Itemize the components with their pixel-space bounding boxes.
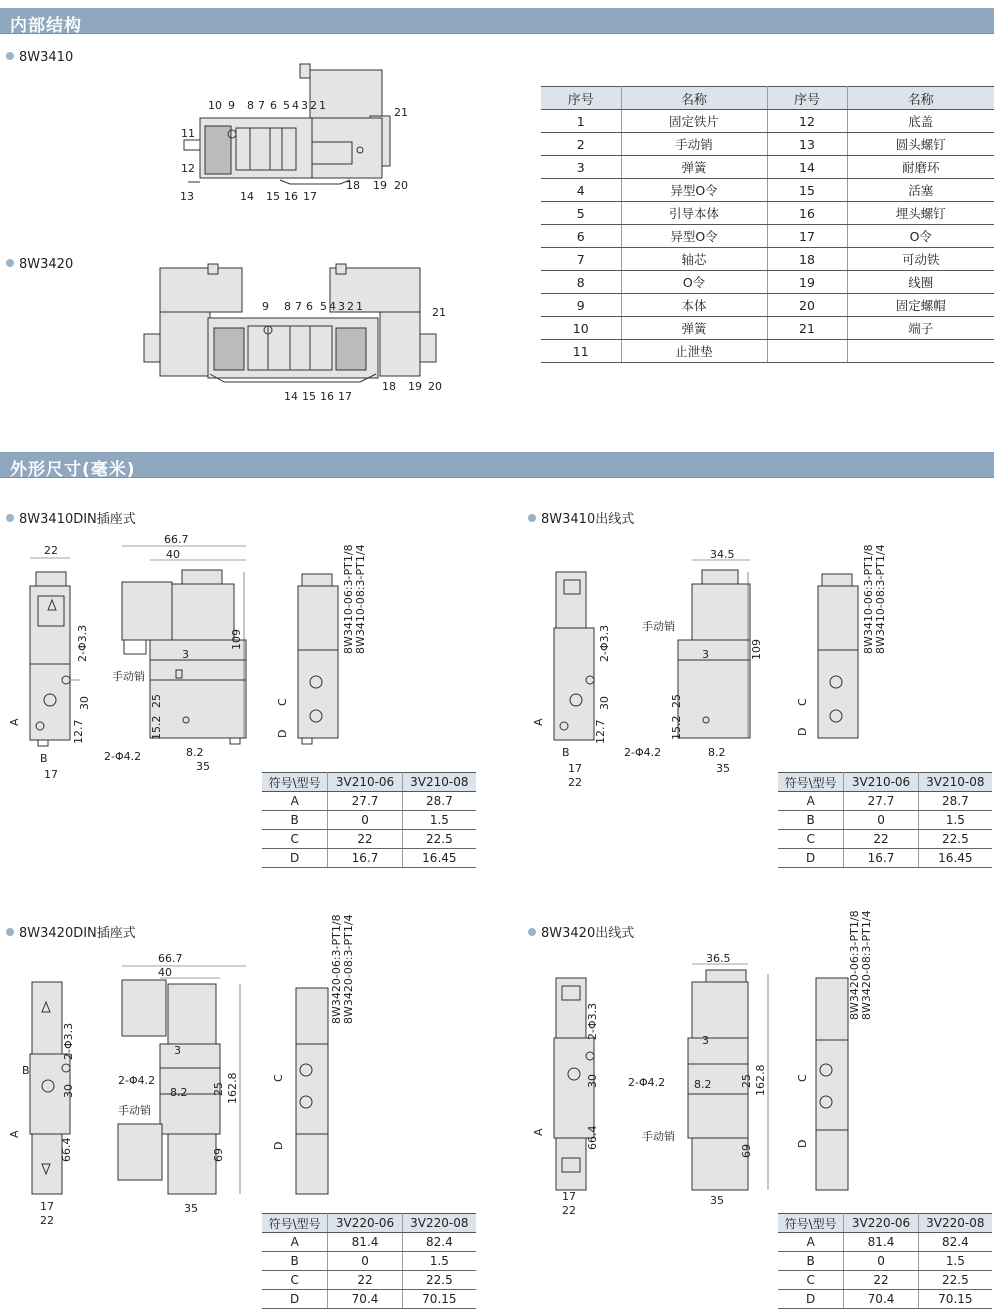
section-header-internal: 内部结构 <box>0 8 994 34</box>
dim-label: 3 <box>174 1044 181 1057</box>
drawing-title: 8W3410出线式 <box>528 508 634 527</box>
dim-label: 15.2 <box>670 715 683 740</box>
dim-label: 12.7 <box>72 719 85 744</box>
callout: 11 <box>181 127 195 140</box>
dim-label: 22 <box>562 1204 576 1217</box>
dim-label: 2-Φ3.3 <box>62 1022 75 1060</box>
table-row: D 70.4 70.15 <box>778 1290 992 1309</box>
dim-label: 2-Φ4.2 <box>104 750 142 763</box>
dimension-table-3v210 <box>778 772 992 868</box>
dim-label: 66.4 <box>60 1137 73 1162</box>
dim-label: 35 <box>710 1194 724 1207</box>
dim-label: 2-Φ4.2 <box>118 1074 156 1087</box>
dim-label: 8W3420-08:3-PT1/4 <box>860 910 873 1020</box>
dim-label: A <box>532 1128 545 1136</box>
callout: 16 <box>320 390 334 403</box>
parts-table <box>541 86 994 363</box>
dim-label: 17 <box>568 762 582 775</box>
dim-label: 22 <box>44 544 58 557</box>
drawing-title: 8W3420DIN插座式 <box>6 922 136 941</box>
callout: 15 <box>302 390 316 403</box>
callout: 21 <box>394 106 408 119</box>
dim-label: 17 <box>562 1190 576 1203</box>
bullet-icon <box>6 514 14 522</box>
callout: 17 <box>338 390 352 403</box>
callout: 3 <box>301 99 308 112</box>
callout: 17 <box>303 190 317 203</box>
callout: 21 <box>432 306 446 319</box>
callout: 18 <box>346 179 360 192</box>
dim-label: 30 <box>62 1084 75 1098</box>
table-row: A 81.4 82.4 <box>262 1233 476 1252</box>
callout: 16 <box>284 190 298 203</box>
dim-label: 69 <box>212 1148 225 1162</box>
dim-label: 3 <box>182 648 189 661</box>
dimension-table-3v220 <box>778 1213 992 1309</box>
dim-label: 35 <box>716 762 730 775</box>
dim-label: 8W3420-06:3-PT1/8 <box>330 914 343 1024</box>
callout: 15 <box>266 190 280 203</box>
callout: 5 <box>320 300 327 313</box>
callouts-8w3420 <box>140 262 450 402</box>
table-row: C 22 22.5 <box>262 830 476 849</box>
dimension-labels-8w3410-wire <box>520 530 920 790</box>
callout: 7 <box>258 99 265 112</box>
table-row: B 0 1.5 <box>262 1252 476 1271</box>
bullet-icon <box>528 514 536 522</box>
table-row: C 22 22.5 <box>778 1271 992 1290</box>
dim-label: 手动销 <box>112 670 145 683</box>
dim-label: 30 <box>78 696 91 710</box>
dimension-table-3v210 <box>262 772 476 868</box>
table-row: D 16.7 16.45 <box>778 849 992 868</box>
dim-label: 8W3420-06:3-PT1/8 <box>848 910 861 1020</box>
drawing-title: 8W3410DIN插座式 <box>6 508 136 527</box>
dim-label: D <box>796 727 809 736</box>
dim-label: 8W3410-06:3-PT1/8 <box>342 544 355 654</box>
table-row: A 27.7 28.7 <box>778 792 992 811</box>
dim-label: C <box>272 1074 285 1082</box>
table-row: D 16.7 16.45 <box>262 849 476 868</box>
dim-label: D <box>796 1139 809 1148</box>
callout: 6 <box>270 99 277 112</box>
table-row: A 27.7 28.7 <box>262 792 476 811</box>
dim-label: B <box>22 1064 30 1077</box>
dim-label: 109 <box>230 629 243 650</box>
callout-labels-top <box>208 99 326 112</box>
dim-label: 34.5 <box>710 548 735 561</box>
dim-label: B <box>40 752 48 765</box>
callout: 2 <box>310 99 317 112</box>
table-row: B 0 1.5 <box>778 811 992 830</box>
header-name: 名称 <box>847 87 994 110</box>
callout: 5 <box>283 99 290 112</box>
model-label-8w3410: 8W3410 <box>6 50 73 65</box>
parts-table-header <box>541 87 994 110</box>
table-row: 5 引导本体 16 埋头螺钉 <box>541 202 994 225</box>
table-row: 10 弹簧 21 端子 <box>541 317 994 340</box>
table-row: C 22 22.5 <box>262 1271 476 1290</box>
callout: 8 <box>284 300 291 313</box>
table-row: 11 止泄垫 <box>541 340 994 363</box>
dim-label: 8.2 <box>170 1086 188 1099</box>
dim-label: A <box>532 718 545 726</box>
dim-label: 162.8 <box>754 1064 767 1096</box>
dim-label: 8W3410-08:3-PT1/4 <box>874 544 887 654</box>
dim-label: B <box>562 746 570 759</box>
table-row: B 0 1.5 <box>262 811 476 830</box>
dim-label: C <box>276 698 289 706</box>
header-index: 序号 <box>767 87 847 110</box>
table-row: B 0 1.5 <box>778 1252 992 1271</box>
dim-label: 66.7 <box>164 533 189 546</box>
dim-label: 8W3410-08:3-PT1/4 <box>354 544 367 654</box>
dim-label: 手动销 <box>118 1104 151 1117</box>
callout: 19 <box>373 179 387 192</box>
dim-label: 2-Φ3.3 <box>598 624 611 662</box>
table-header: 符号\型号 3V210-06 3V210-08 <box>262 773 476 792</box>
callout: 6 <box>306 300 313 313</box>
table-header: 符号\型号 3V210-06 3V210-08 <box>778 773 992 792</box>
dim-label: 15.2 <box>150 715 163 740</box>
header-name: 名称 <box>621 87 767 110</box>
bullet-icon <box>6 259 14 267</box>
callout: 9 <box>262 300 269 313</box>
table-row: 4 异型O令 15 活塞 <box>541 179 994 202</box>
callout: 4 <box>329 300 336 313</box>
dim-label: 8.2 <box>694 1078 712 1091</box>
drawing-title: 8W3420出线式 <box>528 922 634 941</box>
header-index: 序号 <box>541 87 621 110</box>
dim-label: D <box>272 1141 285 1150</box>
bullet-icon <box>528 928 536 936</box>
dim-label: 36.5 <box>706 952 731 965</box>
dim-label: 17 <box>40 1200 54 1213</box>
callout: 12 <box>181 162 195 175</box>
dim-label: 手动销 <box>642 620 675 633</box>
callout: 1 <box>356 300 363 313</box>
dim-label: 2-Φ3.3 <box>586 1002 599 1040</box>
dimension-labels-8w3410-din <box>0 530 400 780</box>
callout: 2 <box>347 300 354 313</box>
dim-label: A <box>8 1130 21 1138</box>
dim-label: 25 <box>150 694 163 708</box>
dim-label: 66.4 <box>586 1125 599 1150</box>
callout: 18 <box>382 380 396 393</box>
table-row: 8 O令 19 线圈 <box>541 271 994 294</box>
table-row: 2 手动销 13 圆头螺钉 <box>541 133 994 156</box>
dim-label: 30 <box>598 696 611 710</box>
dim-label: 2-Φ3.3 <box>76 624 89 662</box>
callout: 1 <box>319 99 326 112</box>
callout: 10 <box>208 99 222 112</box>
dim-label: 22 <box>568 776 582 789</box>
dim-label: 12.7 <box>594 719 607 744</box>
dim-label: 8.2 <box>186 746 204 759</box>
model-label-8w3420: 8W3420 <box>6 257 73 272</box>
bullet-icon <box>6 928 14 936</box>
dim-label: 25 <box>670 694 683 708</box>
table-row: D 70.4 70.15 <box>262 1290 476 1309</box>
table-row: 7 轴芯 18 可动铁 <box>541 248 994 271</box>
table-row: 3 弹簧 14 耐磨环 <box>541 156 994 179</box>
dim-label: 17 <box>44 768 58 781</box>
callout: 14 <box>284 390 298 403</box>
dim-label: 8W3410-06:3-PT1/8 <box>862 544 875 654</box>
dim-label: 25 <box>212 1082 225 1096</box>
dim-label: 3 <box>702 648 709 661</box>
section-header-dimensions: 外形尺寸(毫米) <box>0 452 994 478</box>
table-row: 6 异型O令 17 O令 <box>541 225 994 248</box>
dim-label: 2-Φ4.2 <box>624 746 662 759</box>
callout: 7 <box>295 300 302 313</box>
dim-label: 8W3420-08:3-PT1/4 <box>342 914 355 1024</box>
dim-label: 69 <box>740 1144 753 1158</box>
dim-label: A <box>8 718 21 726</box>
dim-label: 40 <box>166 548 180 561</box>
callout: 20 <box>394 179 408 192</box>
dimension-table-3v220 <box>262 1213 476 1309</box>
callout: 19 <box>408 380 422 393</box>
dim-label: 22 <box>40 1214 54 1227</box>
dim-label: 3 <box>702 1034 709 1047</box>
dim-label: 8.2 <box>708 746 726 759</box>
callout: 20 <box>428 380 442 393</box>
callout: 9 <box>228 99 235 112</box>
dim-label: 手动销 <box>642 1130 675 1143</box>
dim-label: 40 <box>158 966 172 979</box>
table-header: 符号\型号 3V220-06 3V220-08 <box>262 1214 476 1233</box>
dim-label: 30 <box>586 1074 599 1088</box>
callout: 4 <box>292 99 299 112</box>
dim-label: 2-Φ4.2 <box>628 1076 666 1089</box>
dim-label: C <box>796 698 809 706</box>
callout: 14 <box>240 190 254 203</box>
table-row: 1 固定铁片 12 底盖 <box>541 110 994 133</box>
callout: 13 <box>180 190 194 203</box>
dim-label: 25 <box>740 1074 753 1088</box>
dim-label: D <box>276 729 289 738</box>
table-row: 9 本体 20 固定螺帽 <box>541 294 994 317</box>
callout: 8 <box>247 99 254 112</box>
dim-label: 162.8 <box>226 1072 239 1104</box>
table-row: C 22 22.5 <box>778 830 992 849</box>
table-row: A 81.4 82.4 <box>778 1233 992 1252</box>
dim-label: 35 <box>196 760 210 773</box>
bullet-icon <box>6 52 14 60</box>
dim-label: 66.7 <box>158 952 183 965</box>
dim-label: 35 <box>184 1202 198 1215</box>
dim-label: 109 <box>750 639 763 660</box>
dim-label: C <box>796 1074 809 1082</box>
callout: 3 <box>338 300 345 313</box>
callouts-8w3410 <box>170 62 430 212</box>
table-header: 符号\型号 3V220-06 3V220-08 <box>778 1214 992 1233</box>
